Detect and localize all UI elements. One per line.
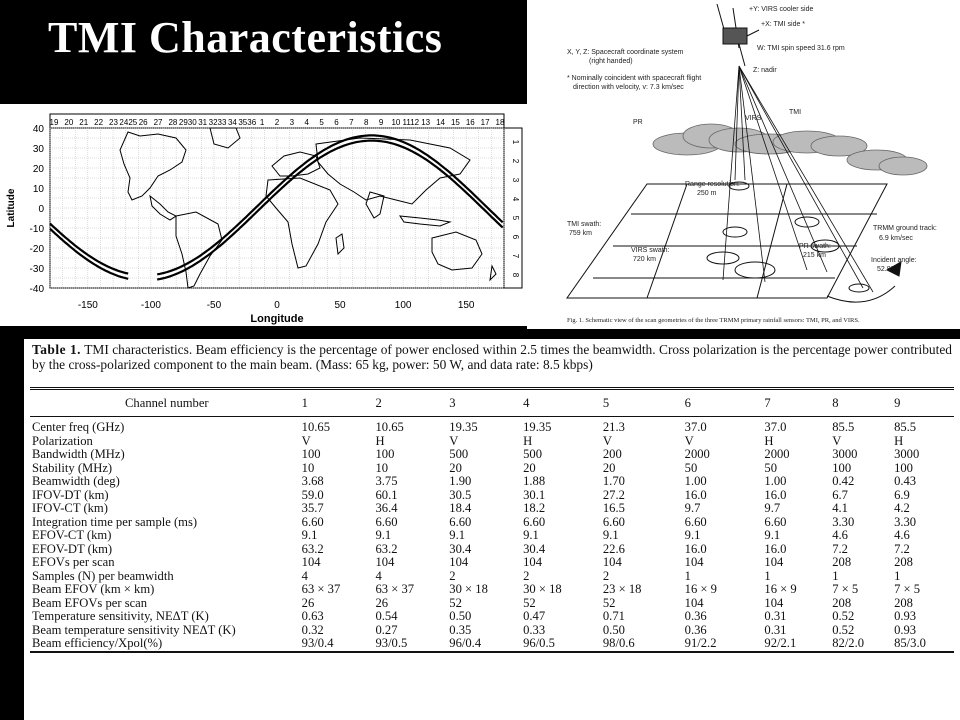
header-channel-6: 6 bbox=[685, 389, 765, 417]
cell-value: 16.0 bbox=[764, 487, 787, 502]
cell-value: 35.7 bbox=[301, 501, 324, 515]
table-row bbox=[30, 475, 954, 489]
incident-angle-label: Incident angle: bbox=[871, 257, 917, 264]
orbit-number: 19 bbox=[49, 118, 59, 127]
cell-value: 104 bbox=[602, 555, 622, 569]
cell-value: V bbox=[832, 433, 842, 448]
cell-value: V bbox=[602, 433, 612, 448]
cell-value: 52 bbox=[523, 595, 536, 610]
table-caption bbox=[32, 342, 952, 372]
cell-value: 0.31 bbox=[764, 609, 787, 623]
cell-value: 82/2.0 bbox=[832, 637, 894, 652]
row-label: Temperature sensitivity, NEΔT (K) bbox=[32, 609, 209, 623]
cell-value: 100 bbox=[832, 460, 852, 475]
row-label: Beam temperature sensitivity NEΔT (K) bbox=[32, 622, 236, 637]
cell-value: 85.5 bbox=[832, 420, 855, 434]
cell-value: 0.52 bbox=[832, 609, 855, 623]
cell-value: 30 × 18 bbox=[523, 582, 562, 596]
cell-value: 3.75 bbox=[375, 474, 398, 488]
cell-value: 4.6 bbox=[832, 528, 848, 542]
row-label: Beam efficiency/Xpol(%) bbox=[30, 637, 302, 652]
cell-value: 27.2 bbox=[602, 487, 625, 502]
cell-value: 7.2 bbox=[894, 541, 910, 556]
orbit-number: 28 bbox=[168, 118, 178, 127]
cell-value: 2 bbox=[602, 568, 610, 583]
table-row bbox=[30, 610, 954, 624]
cell-value: 0.93 bbox=[894, 609, 917, 623]
x-axis-label: Longitude bbox=[250, 313, 304, 325]
header-channel-2: 2 bbox=[375, 389, 449, 417]
header-channel-5: 5 bbox=[603, 389, 685, 417]
slide-title: TMI Characteristics bbox=[48, 13, 443, 62]
orbit-number: 34 bbox=[227, 118, 237, 127]
table-caption-label: Table 1. bbox=[32, 342, 82, 357]
orbit-number: 10 bbox=[391, 118, 401, 127]
cell-value: 2000 bbox=[684, 447, 710, 461]
table-body bbox=[30, 417, 954, 652]
orbit-number: 7 bbox=[511, 253, 520, 259]
row-label: Beamwidth (deg) bbox=[32, 474, 120, 488]
cell-value: H bbox=[375, 433, 385, 448]
cell-value: H bbox=[523, 433, 533, 448]
cell-value: V bbox=[301, 433, 311, 448]
cell-value: 4.6 bbox=[894, 528, 910, 542]
cell-value: 91/2.2 bbox=[685, 637, 765, 652]
cell-value: 85/3.0 bbox=[894, 637, 954, 652]
cell-value: 18.4 bbox=[449, 501, 472, 515]
table-row bbox=[30, 583, 954, 597]
cell-value: 63 × 37 bbox=[301, 582, 341, 596]
cell-value: 6.60 bbox=[375, 514, 398, 529]
lon-tick-label: 0 bbox=[274, 300, 280, 311]
cell-value: 63 × 37 bbox=[375, 582, 415, 596]
orbit-number: 1 bbox=[259, 118, 265, 127]
cell-value: 104 bbox=[764, 555, 784, 569]
cell-value: 9.1 bbox=[301, 528, 318, 542]
table-row bbox=[30, 624, 954, 638]
cell-value: 0.63 bbox=[301, 609, 324, 623]
table-row bbox=[30, 417, 954, 435]
orbit-number: 8 bbox=[363, 118, 369, 127]
cell-value: 1.00 bbox=[684, 474, 707, 488]
cell-value: 19.35 bbox=[523, 420, 552, 434]
cell-value: 104 bbox=[449, 555, 469, 569]
tmi-characteristics-table bbox=[30, 387, 954, 653]
table-row bbox=[30, 435, 954, 449]
orbit-number: 3536 bbox=[238, 118, 257, 127]
cell-value: V bbox=[684, 433, 694, 448]
cell-value: 20 bbox=[449, 460, 462, 475]
cell-value: 2 bbox=[523, 568, 530, 583]
cell-value: 63.2 bbox=[375, 541, 398, 556]
header-channel-number: Channel number bbox=[30, 389, 302, 417]
clouds bbox=[653, 124, 927, 175]
cell-value: 10.65 bbox=[375, 420, 404, 434]
lat-tick-label: 0 bbox=[38, 204, 44, 215]
row-label: Integration time per sample (ms) bbox=[32, 514, 198, 529]
cell-value: 92/2.1 bbox=[764, 637, 832, 652]
pr-label: PR bbox=[633, 119, 643, 126]
table-row bbox=[30, 556, 954, 570]
spacecraft bbox=[717, 4, 759, 66]
row-label: EFOV-CT (km) bbox=[32, 528, 112, 542]
cell-value: 500 bbox=[523, 447, 542, 461]
cell-value: 21.3 bbox=[602, 420, 625, 434]
cell-value: 9.1 bbox=[523, 528, 539, 542]
orbit-number: 14 bbox=[436, 118, 445, 127]
table-caption-text: TMI characteristics. Beam efficiency is the percentage of power enclosed within 2.5 times the beamwidth. Cross polarization is the percentage power contributed by the cross-polarized component to the main beam. (Mass: 65 kg, power: 50 W, and data rate: 8.5 kbps) bbox=[32, 342, 952, 372]
tmi-characteristics-table-panel bbox=[24, 339, 960, 720]
right-orbit-strip bbox=[504, 128, 522, 288]
header-channel-8: 8 bbox=[832, 389, 894, 417]
cell-value: 1 bbox=[764, 568, 771, 583]
cell-value: 16.0 bbox=[684, 487, 707, 502]
orbit-number: 15 bbox=[450, 118, 460, 127]
pr-swath-value: 215 km bbox=[803, 252, 826, 259]
cell-value: 19.35 bbox=[449, 420, 478, 434]
table-row bbox=[30, 489, 954, 503]
virs-swath-label: VIRS swath: bbox=[631, 247, 670, 254]
cell-value: 20 bbox=[602, 460, 616, 475]
orbit-number: 6 bbox=[511, 234, 520, 240]
cell-value: 16 × 9 bbox=[764, 582, 797, 596]
table-row bbox=[30, 502, 954, 516]
orbit-number: 2 bbox=[274, 118, 280, 127]
cell-value: 37.0 bbox=[764, 420, 787, 434]
cell-value: 1 bbox=[894, 568, 901, 583]
cell-value: 96/0.4 bbox=[449, 637, 523, 652]
lat-tick-label: -10 bbox=[29, 224, 44, 235]
cell-value: 22.6 bbox=[602, 541, 625, 556]
cell-value: 6.60 bbox=[764, 514, 787, 529]
cell-value: 3.30 bbox=[832, 514, 855, 529]
cell-value: 0.36 bbox=[684, 609, 707, 623]
cell-value: 37.0 bbox=[684, 420, 707, 434]
row-label: EFOVs per scan bbox=[32, 555, 115, 569]
flight-note: * Nominally coincident with spacecraft flight bbox=[567, 75, 702, 82]
cell-value: 6.7 bbox=[832, 487, 848, 502]
cell-value: 0.71 bbox=[602, 609, 625, 623]
cell-value: 6.60 bbox=[449, 514, 472, 529]
orbit-number: 16 bbox=[465, 118, 475, 127]
cell-value: 60.1 bbox=[375, 487, 398, 502]
cell-value: 104 bbox=[684, 555, 704, 569]
orbit-number: 3233 bbox=[208, 118, 227, 127]
table-row bbox=[30, 516, 954, 530]
row-label: Samples (N) per beamwidth bbox=[32, 568, 174, 583]
cell-value: 6.9 bbox=[894, 487, 910, 502]
cell-value: 9.1 bbox=[684, 528, 701, 542]
cell-value: 50 bbox=[764, 460, 777, 475]
cell-value: 10.65 bbox=[301, 420, 330, 434]
orbit-ground-track-map bbox=[0, 104, 527, 326]
cell-value: 30.4 bbox=[449, 541, 472, 556]
lon-tick-label: -100 bbox=[140, 300, 161, 311]
tmi-swath-value: 759 km bbox=[569, 230, 592, 237]
orbit-number: 5 bbox=[319, 118, 324, 127]
row-label: IFOV-DT (km) bbox=[32, 487, 109, 502]
table-row bbox=[30, 448, 954, 462]
cell-value: 1.70 bbox=[602, 474, 625, 488]
virs-label: VIRS bbox=[745, 115, 762, 122]
cell-value: 23 × 18 bbox=[602, 582, 642, 596]
cell-value: 16.0 bbox=[764, 541, 787, 556]
cell-value: 18.2 bbox=[523, 501, 546, 515]
cell-value: 50 bbox=[684, 460, 698, 475]
cell-value: 85.5 bbox=[894, 420, 917, 434]
table-row bbox=[30, 597, 954, 611]
orbit-number: 22 bbox=[94, 118, 104, 127]
orbit-number: 1 bbox=[511, 139, 520, 145]
lon-tick-label: 100 bbox=[394, 300, 412, 311]
orbit-number: 26 bbox=[138, 118, 148, 127]
cell-value: 93/0.5 bbox=[375, 637, 449, 652]
cell-value: 0.47 bbox=[523, 609, 546, 623]
longitude-ticks bbox=[78, 300, 475, 311]
cell-value: 0.50 bbox=[449, 609, 472, 623]
cell-value: 0.43 bbox=[894, 474, 917, 488]
cell-value: 3000 bbox=[832, 447, 858, 461]
cell-value: 0.54 bbox=[375, 609, 398, 623]
lat-tick-label: -40 bbox=[29, 284, 44, 295]
row-label: Beam EFOVs per scan bbox=[32, 595, 148, 610]
cell-value: 0.32 bbox=[301, 622, 324, 637]
title-bar bbox=[0, 0, 527, 104]
cell-value: 2000 bbox=[764, 447, 790, 461]
cell-value: 4 bbox=[301, 568, 308, 583]
table-row bbox=[30, 570, 954, 584]
cell-value: 1.00 bbox=[764, 474, 787, 488]
orbit-number: 3 bbox=[289, 118, 295, 127]
cell-value: 104 bbox=[684, 595, 704, 610]
cell-value: 10 bbox=[375, 460, 389, 475]
cell-value: 7.2 bbox=[832, 541, 848, 556]
cell-value: 30.4 bbox=[523, 541, 546, 556]
cell-value: 3000 bbox=[894, 447, 920, 461]
cell-value: 9.7 bbox=[684, 501, 701, 515]
cell-value: H bbox=[764, 433, 774, 448]
cell-value: 1.90 bbox=[449, 474, 472, 488]
header-channel-1: 1 bbox=[302, 389, 376, 417]
tmi-label: TMI bbox=[789, 109, 802, 116]
orbit-number: 4 bbox=[511, 196, 520, 202]
row-label: Stability (MHz) bbox=[32, 460, 113, 475]
range-res-label: Range resolution: bbox=[685, 181, 740, 188]
cell-value: 26 bbox=[375, 595, 389, 610]
orbit-number: 27 bbox=[153, 118, 163, 127]
cell-value: 1.88 bbox=[523, 474, 546, 488]
cell-value: 26 bbox=[301, 595, 315, 610]
y-axis-note: +Y: VIRS cooler side bbox=[749, 6, 814, 13]
cell-value: 104 bbox=[301, 555, 321, 569]
figure-caption: Fig. 1. Schematic view of the scan geometries of the three TRMM primary rainfall sensors: TMI, PR, and VIRS. bbox=[567, 317, 860, 324]
row-label: IFOV-CT (km) bbox=[32, 501, 108, 515]
cell-value: 93/0.4 bbox=[302, 637, 376, 652]
header-channel-3: 3 bbox=[449, 389, 523, 417]
orbit-number: 21 bbox=[79, 118, 89, 127]
row-label: Beam EFOV (km × km) bbox=[32, 582, 155, 596]
cell-value: 96/0.5 bbox=[523, 637, 603, 652]
spin-speed-note: W: TMI spin speed 31.6 rpm bbox=[757, 45, 845, 52]
lat-tick-label: -30 bbox=[29, 264, 44, 275]
row-label: Center freq (GHz) bbox=[32, 420, 125, 434]
table-row bbox=[30, 637, 954, 652]
orbit-number: 4 bbox=[304, 118, 309, 127]
orbit-number: 31 bbox=[198, 118, 208, 127]
cell-value: V bbox=[449, 433, 459, 448]
cell-value: 104 bbox=[375, 555, 395, 569]
diagram-figure bbox=[527, 0, 960, 329]
top-orbit-numbers bbox=[50, 118, 505, 127]
cell-value: 0.31 bbox=[764, 622, 787, 637]
cell-value: 52 bbox=[602, 595, 616, 610]
lat-tick-label: 20 bbox=[32, 164, 44, 175]
orbit-number: 9 bbox=[378, 118, 384, 127]
cell-value: 100 bbox=[375, 447, 395, 461]
cell-value: 6.60 bbox=[602, 514, 625, 529]
cell-value: 208 bbox=[894, 595, 913, 610]
map-figure bbox=[0, 104, 527, 326]
cell-value: 98/0.6 bbox=[603, 637, 685, 652]
cell-value: 6.60 bbox=[684, 514, 707, 529]
nadir-note: Z: nadir bbox=[753, 67, 777, 74]
incident-angle-value: 52.8° bbox=[877, 266, 894, 273]
lon-tick-label: 50 bbox=[334, 300, 346, 311]
cell-value: 1 bbox=[832, 568, 839, 583]
orbit-number: 3 bbox=[511, 177, 520, 183]
beams bbox=[723, 66, 873, 292]
header-channel-9: 9 bbox=[894, 389, 954, 417]
lat-tick-label: -20 bbox=[29, 244, 44, 255]
cell-value: 7 × 5 bbox=[894, 582, 921, 596]
cell-value: 9.1 bbox=[449, 528, 466, 542]
cell-value: 208 bbox=[832, 555, 852, 569]
orbit-number: 1112 bbox=[402, 118, 420, 127]
lon-tick-label: -150 bbox=[77, 300, 98, 311]
virs-swath-value: 720 km bbox=[633, 256, 656, 263]
orbit-number: 17 bbox=[480, 118, 490, 127]
lat-tick-label: 30 bbox=[32, 144, 44, 155]
orbit-number: 8 bbox=[511, 272, 520, 278]
table-header-row bbox=[30, 389, 954, 417]
cell-value: 2 bbox=[449, 568, 456, 583]
orbit-number: 20 bbox=[64, 118, 74, 127]
cell-value: 63.2 bbox=[301, 541, 324, 556]
cell-value: 0.93 bbox=[894, 622, 917, 637]
cell-value: 20 bbox=[523, 460, 536, 475]
cell-value: 6.60 bbox=[301, 514, 324, 529]
cell-value: 3.68 bbox=[301, 474, 324, 488]
header-channel-4: 4 bbox=[523, 389, 603, 417]
orbit-number: 2930 bbox=[178, 118, 197, 127]
row-label: Polarization bbox=[32, 433, 93, 448]
cell-value: 104 bbox=[523, 555, 542, 569]
cell-value: 7 × 5 bbox=[832, 582, 859, 596]
cell-value: 16 × 9 bbox=[684, 582, 717, 596]
cell-value: 36.4 bbox=[375, 501, 398, 515]
y-axis-label: Latitude bbox=[6, 188, 17, 228]
cell-value: 0.27 bbox=[375, 622, 398, 637]
cell-value: 500 bbox=[449, 447, 469, 461]
orbit-number: 2425 bbox=[119, 118, 138, 127]
cell-value: 9.1 bbox=[602, 528, 619, 542]
ground-track-value: 6.9 km/sec bbox=[879, 235, 913, 242]
lat-tick-label: 10 bbox=[32, 184, 44, 195]
orbit-number: 2 bbox=[511, 158, 520, 164]
flight-note-2: direction with velocity, v: 7.3 km/sec bbox=[573, 84, 684, 91]
lon-tick-label: -50 bbox=[206, 300, 222, 311]
tmi-swath-label: TMI swath: bbox=[567, 221, 602, 228]
x-axis-note: +X: TMI side * bbox=[761, 21, 806, 28]
cell-value: 200 bbox=[602, 447, 622, 461]
scan-geometry-diagram bbox=[527, 0, 960, 329]
header-channel-7: 7 bbox=[764, 389, 832, 417]
coord-system-note-2: (right handed) bbox=[589, 58, 633, 65]
latitude-ticks bbox=[30, 124, 45, 295]
cell-value: 9.7 bbox=[764, 501, 781, 515]
orbit-number: 23 bbox=[109, 118, 118, 127]
orbit-number: 5 bbox=[511, 215, 520, 221]
cell-value: 0.33 bbox=[523, 622, 546, 637]
cell-value: 100 bbox=[301, 447, 321, 461]
table-row bbox=[30, 529, 954, 543]
pr-swath-label: PR swath: bbox=[799, 243, 831, 250]
table-row bbox=[30, 462, 954, 476]
row-label: Bandwidth (MHz) bbox=[32, 447, 125, 461]
orbit-number: 18 bbox=[495, 118, 505, 127]
cell-value: 3.30 bbox=[894, 514, 917, 529]
cell-value: 52 bbox=[449, 595, 462, 610]
cell-value: 16.5 bbox=[602, 501, 625, 515]
cell-value: 0.35 bbox=[449, 622, 472, 637]
cell-value: 0.50 bbox=[602, 622, 625, 637]
cell-value: 30.5 bbox=[449, 487, 472, 502]
coord-system-note: X, Y, Z: Spacecraft coordinate system bbox=[567, 49, 684, 56]
cell-value: 30.1 bbox=[523, 487, 546, 502]
cell-value: 9.1 bbox=[375, 528, 392, 542]
cell-value: 208 bbox=[894, 555, 913, 569]
cell-value: 6.60 bbox=[523, 514, 546, 529]
cell-value: 100 bbox=[894, 460, 913, 475]
orbit-number: 13 bbox=[421, 118, 431, 127]
cell-value: 9.1 bbox=[764, 528, 781, 542]
orbit-number: 6 bbox=[334, 118, 339, 127]
cell-value: 104 bbox=[764, 595, 784, 610]
cell-value: 16.0 bbox=[684, 541, 707, 556]
cell-value: 208 bbox=[832, 595, 852, 610]
cell-value: 1 bbox=[684, 568, 691, 583]
cell-value: H bbox=[894, 433, 904, 448]
cell-value: 10 bbox=[301, 460, 315, 475]
cell-value: 4.2 bbox=[894, 501, 910, 515]
cell-value: 59.0 bbox=[301, 487, 324, 502]
cell-value: 0.42 bbox=[832, 474, 855, 488]
row-label: EFOV-DT (km) bbox=[32, 541, 113, 556]
cell-value: 4.1 bbox=[832, 501, 848, 515]
ground-swaths bbox=[567, 182, 901, 302]
cell-value: 30 × 18 bbox=[449, 582, 488, 596]
ground-track-label: TRMM ground track: bbox=[873, 225, 937, 232]
cell-value: 4 bbox=[375, 568, 382, 583]
lon-tick-label: 150 bbox=[457, 300, 475, 311]
table-row bbox=[30, 543, 954, 557]
cell-value: 0.52 bbox=[832, 622, 855, 637]
lat-tick-label: 40 bbox=[32, 124, 44, 135]
cell-value: 0.36 bbox=[684, 622, 707, 637]
orbit-number: 7 bbox=[349, 118, 354, 127]
range-res-value: 250 m bbox=[697, 190, 717, 197]
